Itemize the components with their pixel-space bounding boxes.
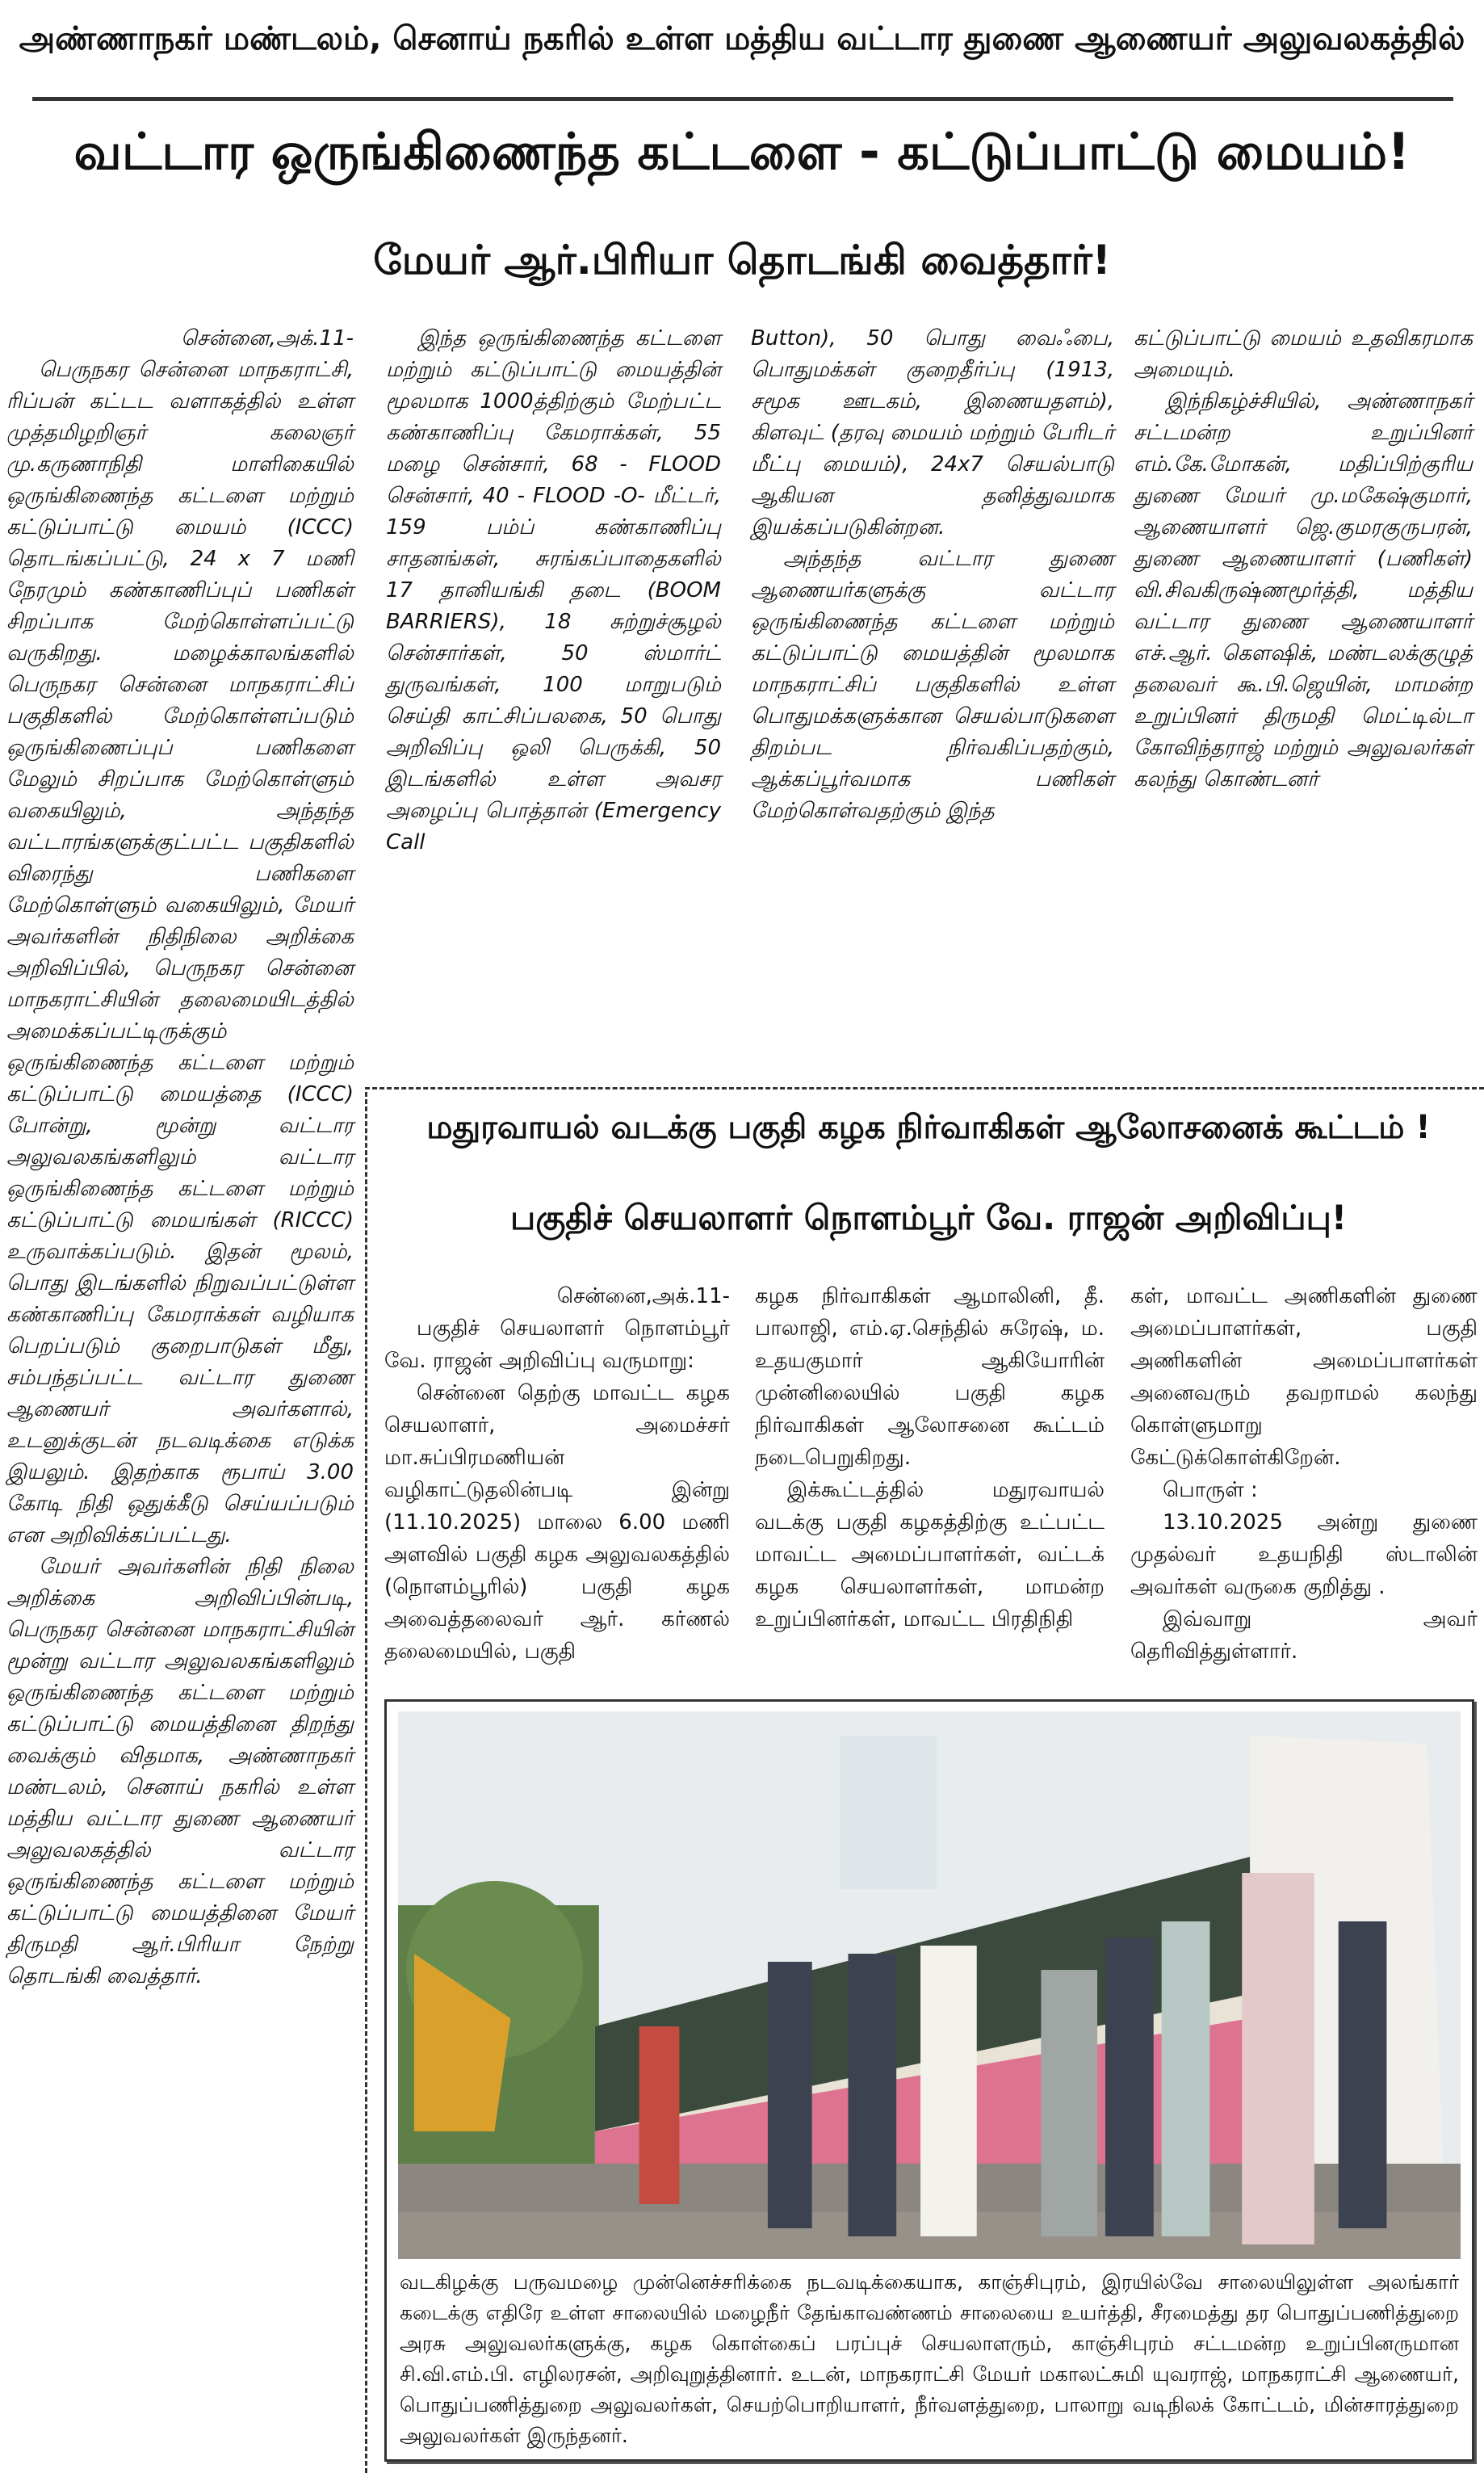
article2-column-2 (755, 1280, 1105, 1635)
headline-rule (32, 97, 1453, 101)
person (1162, 1921, 1210, 2236)
paragraph: 13.10.2025 அன்று துணை முதல்வர் உதயநிதி ஸ்டாலின் அவர்கள் வருகை குறித்து . (1130, 1510, 1478, 1599)
article2-column-3 (1130, 1280, 1478, 1668)
article1-column-2 (386, 323, 721, 859)
article1-column-4 (1134, 323, 1473, 796)
paragraph: சென்னை தெற்கு மாவட்ட கழக செயலாளர், அமைச்சர் மா.சுப்பிரமணியன் வழிகாட்டுதலின்படி இன்று (11.10.2025) மாலை 6.00 மணி அளவில் பகுதி கழக அலுவலகத்தில் (நொளம்பூரில்) பகுதி கழக அவைத்தலைவர் ஆர். கர்ணல் தலைமையில், பகுதி (384, 1381, 730, 1664)
person-on-motorbike (639, 2026, 680, 2204)
article1-column-3 (751, 323, 1114, 827)
paragraph: இந்த ஒருங்கிணைந்த கட்டளை மற்றும் கட்டுப்பாட்டு மையத்தின் மூலமாக 1000த்திற்கும் மேற்பட்ட கண்காணிப்பு கேமராக்கள், 55 மழை சென்சார், 68 - FLOOD சென்சார், 40 - FLOOD -O- மீட்டர், 159 பம்ப் கண்காணிப்பு சாதனங்கள், சுரங்கப்பாதைகளில் 17 தானியங்கி தடை (BOOM BARRIERS), 18 சுற்றுச்சூழல் சென்சார்கள், 50 ஸ்மார்ட் துருவங்கள், 100 மாறுபடும் செய்தி காட்சிப்பலகை, 50 பொது அறிவிப்பு ஒலி பெருக்கி, 50 இடங்களில் உள்ள அவசர அழைப்பு பொத்தான் (Emergency Call (386, 326, 721, 854)
column-divider (365, 1092, 367, 2473)
paragraph: பெருநகர சென்னை மாநகராட்சி, ரிப்பன் கட்டட வளாகத்தில் உள்ள முத்தமிழறிஞர் கலைஞர் மு.கருணாநிதி மாளிகையில் ஒருங்கிணைந்த கட்டளை மற்றும் கட்டுப்பாட்டு மையம் (ICCC) தொடங்கப்பட்டு, 24 x 7 மணி நேரமும் கண்காணிப்புப் பணிகள் சிறப்பாக மேற்கொள்ளப்பட்டு வருகிறது. மழைக்காலங்களில் பெருநகர சென்னை மாநகராட்சிப் பகுதிகளில் மேற்கொள்ளப்படும் ஒருங்கிணைப்புப் பணிகளை மேலும் சிறப்பாக மேற்கொள்ளும் வகையிலும், அந்தந்த வட்டாரங்களுக்குட்பட்ட பகுதிகளில் விரைந்து பணிகளை மேற்கொள்ளும் வகையிலும், மேயர் அவர்களின் நிதிநிலை அறிக்கை அறிவிப்பில், பெருநகர சென்னை மாநகராட்சியின் தலைமையிடத்தில் அமைக்கப்பட்டிருக்கும் ஒருங்கிணைந்த கட்டளை மற்றும் கட்டுப்பாட்டு மையத்தை (ICCC) போன்று, மூன்று வட்டார அலுவலகங்களிலும் வட்டார ஒருங்கிணைந்த கட்டளை மற்றும் கட்டுப்பாட்டு மையங்கள் (RICCC) உருவாக்கப்படும். இதன் மூலம், பொது இடங்களில் நிறுவப்பட்டுள்ள கண்காணிப்பு கேமராக்கள் வழியாக பெறப்படும் குறைபாடுகள் மீது, சம்பந்தப்பட்ட வட்டார துணை ஆணையர் அவர்களால், உடனுக்குடன் நடவடிக்கை எடுக்க இயலும். இதற்காக ரூபாய் 3.00 கோடி நிதி ஒதுக்கீடு செய்யப்படும் என அறிவிக்கப்பட்டது. (6, 358, 354, 1547)
photo-caption: வடகிழக்கு பருவமழை முன்னெச்சரிக்கை நடவடிக்கையாக, காஞ்சிபுரம், இரயில்வே சாலையிலுள்ள அலங்கார் கடைக்கு எதிரே உள்ள சாலையில் மழைநீர் தேங்காவண்ணம் சாலையை உயர்த்தி, சீரமைத்து தர பொதுப்பணித்துறை அரசு அலுவலர்களுக்கு, கழக கொள்கைப் பரப்புச் செயலாளரும், காஞ்சிபுரம் சட்டமன்ற உறுப்பினருமான சி.வி.எம்.பி. எழிலரசன், அறிவுறுத்தினார். உடன், மாநகராட்சி மேயர் மகாலட்சுமி யுவராஜ், மாநகராட்சி ஆணையர், பொதுப்பணித்துறை அலுவலர்கள், செயற்பொறியாளர், நீர்வளத்துறை, பாலாறு வடிநிலக் கோட்டம், மின்சாரத்துறை அலுவலர்கள் இருந்தனர். (400, 2270, 1459, 2447)
main-headline: வட்டார ஒருங்கிணைந்த கட்டளை - கட்டுப்பாட்டு மையம்! (73, 122, 1411, 181)
dateline: சென்னை,அக்.11- (180, 326, 354, 351)
paragraph: Button), 50 பொது வைஃபை, பொதுமக்கள் குறைதீர்ப்பு (1913, சமூக ஊடகம், இணையதளம்), கிளவுட் (தரவு மையம் மற்றும் பேரிடர் மீட்பு மையம்), 24x7 செயல்பாடு ஆகியன தனித்துவமாக இயக்கப்படுகின்றன. (751, 326, 1114, 540)
paragraph: இவ்வாறு அவர் தெரிவித்துள்ளார். (1130, 1607, 1478, 1664)
person (848, 1954, 896, 2236)
paragraph: கழக நிர்வாகிகள் ஆமாலினி, தீ. பாலாஜி, எம்.ஏ.செந்தில் சுரேஷ், ம. உதயகுமார் ஆகியோரின் முன்னிலையில் பகுதி கழக நிர்வாகிகள் ஆலோசனை கூட்டம் நடைபெறுகிறது. (755, 1284, 1105, 1470)
person (1339, 1921, 1387, 2228)
photo-box (384, 1699, 1474, 2462)
article2-subhead: பகுதிச் செயலாளர் நொளம்பூர் வே. ராஜன் அறிவிப்பு! (509, 1198, 1348, 1237)
news-photo (398, 1711, 1461, 2259)
paragraph: மேயர் அவர்களின் நிதி நிலை அறிக்கை அறிவிப்பின்படி, பெருநகர சென்னை மாநகராட்சியின் மூன்று வட்டார அலுவலகங்களிலும் ஒருங்கிணைந்த கட்டளை மற்றும் கட்டுப்பாட்டு மையத்தினை திறந்து வைக்கும் விதமாக, அண்ணாநகர் மண்டலம், செனாய் நகரில் உள்ள மத்திய வட்டார துணை ஆணையர் அலுவலகத்தில் வட்டார ஒருங்கிணைந்த கட்டளை மற்றும் கட்டுப்பாட்டு மையத்தினை மேயர் திருமதி ஆர்.பிரியா நேற்று தொடங்கி வைத்தார். (6, 1555, 354, 1988)
paragraph: அந்தந்த வட்டார துணை ஆணையர்களுக்கு வட்டார ஒருங்கிணைந்த கட்டளை மற்றும் கட்டுப்பாட்டு மையத்தின் மூலமாக மாநகராட்சிப் பகுதிகளில் உள்ள பொதுமக்களுக்கான செயல்பாடுகளை திறம்பட நிர்வகிப்பதற்கும், ஆக்கப்பூர்வமாக பணிகள் மேற்கொள்வதற்கும் இந்த (751, 547, 1114, 823)
section-divider (365, 1087, 1484, 1090)
photo-building-sign (841, 1736, 937, 1889)
dateline: சென்னை,அக்.11- (556, 1284, 730, 1308)
article1-column-1 (6, 323, 354, 1992)
article2-column-1 (384, 1280, 730, 1668)
paragraph: பகுதிச் செயலாளர் நொளம்பூர் வே. ராஜன் அறிவிப்பு வருமாறு: (384, 1316, 730, 1373)
article2-headline: மதுரவாயல் வடக்கு பகுதி கழக நிர்வாகிகள் ஆலோசனைக் கூட்டம் ! (426, 1109, 1431, 1146)
person (1242, 1873, 1314, 2244)
person (1041, 1970, 1097, 2236)
person (768, 1962, 812, 2228)
person (1105, 1938, 1154, 2236)
sub-headline: மேயர் ஆர்.பிரியா தொடங்கி வைத்தார்! (373, 237, 1111, 283)
person (920, 1946, 977, 2236)
kicker-headline: அண்ணாநகர் மண்டலம், செனாய் நகரில் உள்ள மத்திய வட்டார துணை ஆணையர் அலுவலகத்தில் (19, 20, 1465, 57)
paragraph: இக்கூட்டத்தில் மதுரவாயல் வடக்கு பகுதி கழகத்திற்கு உட்பட்ட மாவட்ட அமைப்பாளர்கள், வட்டக் கழக செயலாளர்கள், மாமன்ற உறுப்பினர்கள், மாவட்ட பிரதிநிதி (755, 1478, 1105, 1631)
paragraph: பொருள் : (1163, 1478, 1258, 1502)
paragraph: கட்டுப்பாட்டு மையம் உதவிகரமாக அமையும். (1134, 326, 1473, 382)
paragraph: கள், மாவட்ட அணிகளின் துணை அமைப்பாளர்கள், பகுதி அணிகளின் அமைப்பாளர்கள் அனைவரும் தவறாமல் கலந்து கொள்ளுமாறு கேட்டுக்கொள்கிறேன். (1130, 1284, 1478, 1470)
paragraph: இந்நிகழ்ச்சியில், அண்ணாநகர் சட்டமன்ற உறுப்பினர் எம்.கே.மோகன், மதிப்பிற்குரிய துணை மேயர் மு.மகேஷ்குமார், ஆணையாளர் ஜெ.குமரகுருபரன், துணை ஆணையாளர் (பணிகள்) வி.சிவகிருஷ்ணமூர்த்தி, மத்திய வட்டார துணை ஆணையாளர் எச்.ஆர். கௌஷிக், மண்டலக்குழுத் தலைவர் கூ.பி.ஜெயின், மாமன்ற உறுப்பினர் திருமதி மெட்டில்டா கோவிந்தராஜ் மற்றும் அலுவலர்கள் கலந்து கொண்டனர் (1134, 389, 1473, 791)
